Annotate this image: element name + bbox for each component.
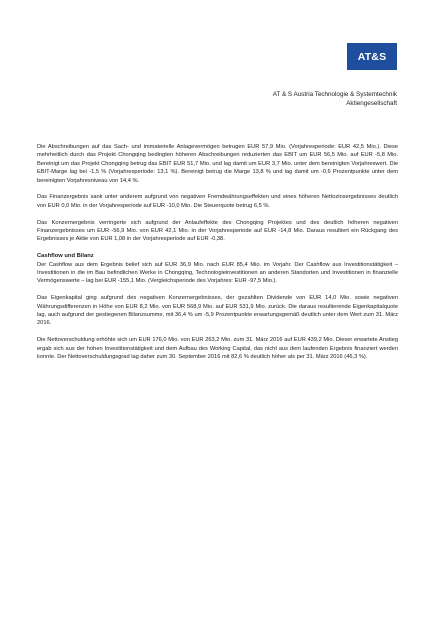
paragraph-group-result: Das Konzernergebnis verringerte sich aufgrund der Anlaufeffekte des Chongqing Projektes und des deutlich höheren negativen Finanzergebnisses um EUR -56,9 Mio. von EUR 42,1 Mio. in der Vorjahresperiode auf EUR -14,8 Mio. Daraus resultiert ein Rückgang des Ergebnisses je Aktie von EUR 1,08 in der Vorjahresperiode auf EUR -0,38.	[37, 219, 398, 243]
company-name-line1: AT & S Austria Technologie & Systemtechnik	[272, 91, 397, 98]
company-logo	[347, 43, 397, 70]
section-heading-cashflow: Cashflow und Bilanz	[37, 253, 94, 260]
paragraph-financial-result: Das Finanzergebnis sank unter anderem aufgrund von negativen Fremdwährungseffekten und eines höheren Nettozinsergebnisses deutlich von EUR 0,0 Mio. in der Vorjahresperiode auf EUR -10,0 Mio. Die Steuerquote betrug 6,5 %.	[37, 194, 398, 209]
paragraph-net-debt: Die Nettoverschuldung erhöhte sich um EUR 176,0 Mio. von EUR 263,2 Mio. zum 31. März 2016 auf EUR 439,2 Mio. Dieser erwartete Anstieg ergab sich aus der hohen Investitionstätigkeit und dem Aufbau des Working Capital, das nicht aus dem laufenden Ergebnis finanziert werden konnte. Der Nettoverschuldungsgrad lag daher zum 30. September 2016 mit 82,6 % deutlich höher als per 31. März 2016 (46,3 %).	[37, 337, 398, 361]
company-name-block	[273, 90, 397, 108]
paragraph-cashflow: Der Cashflow aus dem Ergebnis belief sich auf EUR 36,9 Mio. nach EUR 85,4 Mio. im Vorjahr. Der Cashflow aus Investitionstätigkeit – Investitionen in die im Bau befindlichen Werke in Chongqing, Technologieinvestitionen an anderen Standorten und Investitionen in finanzielle Vermögenswerte – lag bei EUR -155,1 Mio. (Vergleichsperiode des Vorjahres: EUR -97,5 Mio.).	[37, 261, 398, 285]
paragraph-equity: Das Eigenkapital ging aufgrund des negativen Konzernergebnisses, der gezahlten Dividende von EUR 14,0 Mio. sowie negativen Währungsdifferenzen in Höhe von EUR 8,2 Mio. von EUR 568,9 Mio. auf EUR 531,9 Mio. zurück. Die daraus resultierende Eigenkapitalquote lag, auch aufgrund der gestiegenen Bilanzsumme, mit 36,4 % um -5,9 Prozentpunkte erwartungsgemäß deutlich unter dem Wert zum 31. März 2016.	[37, 295, 398, 327]
company-name-line2: Aktiengesellschaft	[346, 100, 397, 107]
paragraph-depreciation: Die Abschreibungen auf das Sach- und immaterielle Anlagevermögen betrugen EUR 57,9 Mio. (Vorjahresperiode: EUR 42,5 Mio.). Diese mehrheitlich durch das Projekt Chongqing bedingten höheren Abschreibungen reduzierten das EBIT um EUR 56,5 Mio. auf EUR -5,8 Mio. Bereinigt um das Projekt Chongqing betrug das EBIT EUR 51,7 Mio. und lag damit um EUR 3,7 Mio. unter dem bereinigten Vorjahreswert. Die EBIT-Marge lag bei -1,5 % (Vorjahresperiode: 13,1 %). Bereinigt betrug die Marge 13,8 % und lag damit um -0,6 Prozentpunkte unter dem bereinigten Vorjahresniveau von 14,4 %.	[37, 144, 398, 184]
document-body	[37, 143, 398, 370]
logo-text: AT&S	[357, 50, 387, 63]
